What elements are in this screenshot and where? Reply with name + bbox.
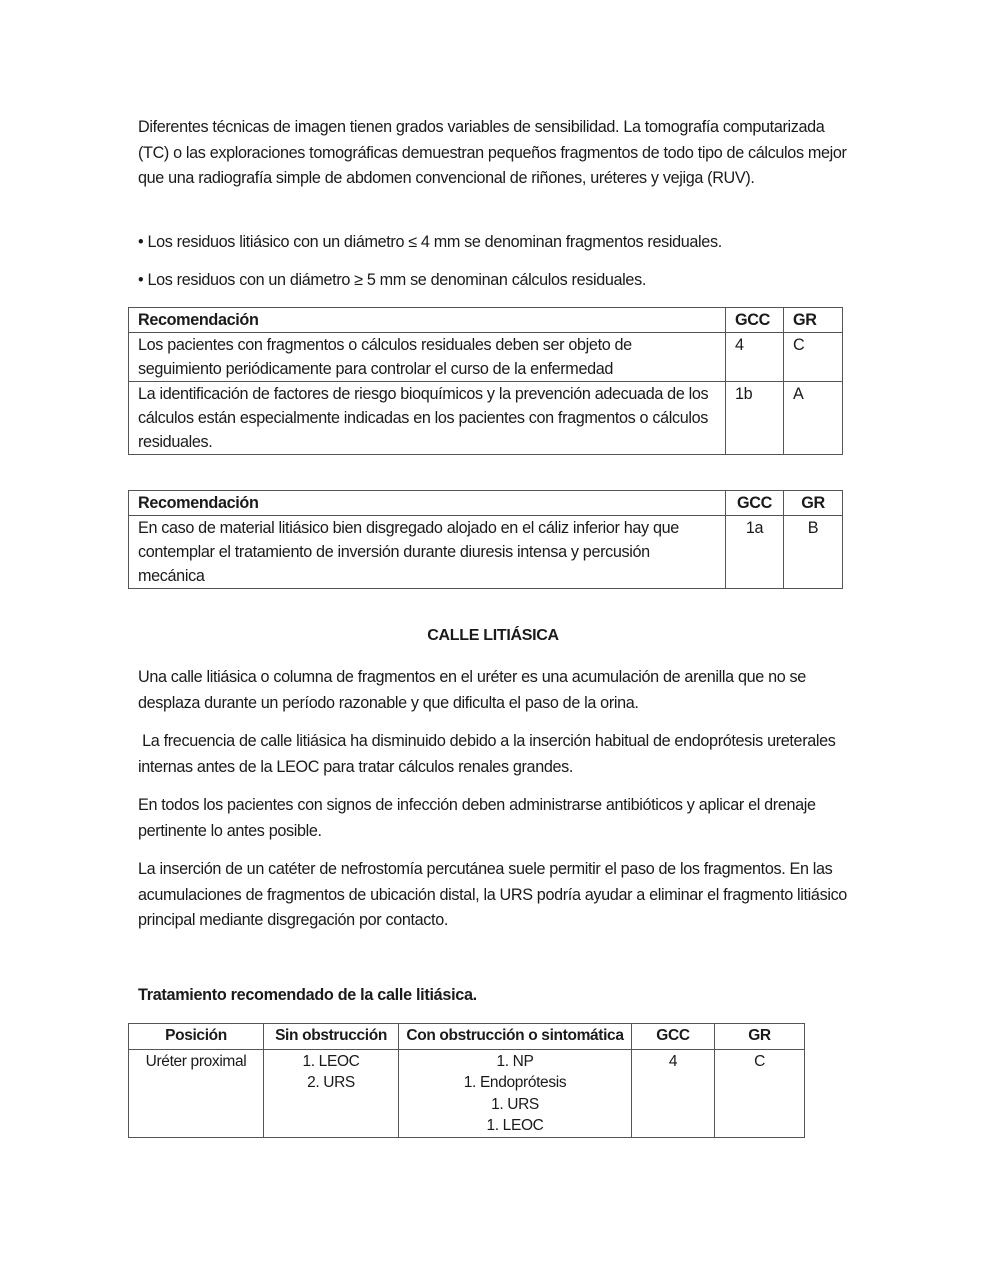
- table-header-row: [129, 491, 843, 516]
- header-sin-obstruccion: Sin obstrucción: [264, 1024, 399, 1050]
- header-gr: GR: [715, 1024, 805, 1050]
- sin-obstruccion-cell: [264, 1049, 399, 1137]
- gcc-value: 1b: [726, 382, 784, 455]
- treatment-option: 1. URS: [491, 1095, 539, 1113]
- recommendation-text: La identificación de factores de riesgo bioquímicos y la prevención adecuada de los cálculos están especialmente indicadas en los pacientes con fragmentos o cálculos residuales.: [129, 382, 726, 455]
- recommendation-table-1: [128, 307, 843, 455]
- header-gcc: GCC: [726, 491, 784, 516]
- gcc-value: 4: [726, 333, 784, 382]
- treatment-option: 1. Endoprótesis: [463, 1074, 567, 1091]
- treatment-option: 1. LEOC: [302, 1052, 360, 1070]
- gr-value: A: [784, 382, 843, 455]
- treatment-option: 1. LEOC: [486, 1117, 544, 1134]
- table-row: [129, 1049, 805, 1137]
- recommendation-text: En caso de material litiásico bien disgregado alojado en el cáliz inferior hay que contemplar el tratamiento de inversión durante diuresis intensa y percusión mecánica: [129, 516, 726, 589]
- gr-value: C: [784, 333, 843, 382]
- section-paragraph: La frecuencia de calle litiásica ha disminuido debido a la inserción habitual de endoprótesis ureterales internas antes de la LEOC para tratar cálculos renales grandes.: [138, 732, 840, 776]
- header-recomendacion: Recomendación: [129, 491, 726, 516]
- header-gcc: GCC: [632, 1024, 715, 1050]
- header-posicion: Posición: [129, 1024, 264, 1050]
- treatment-option: 1. NP: [496, 1052, 534, 1070]
- treatment-table: [128, 1023, 805, 1138]
- header-gr: GR: [784, 491, 843, 516]
- table-row: [129, 333, 843, 382]
- gr-value: B: [784, 516, 843, 589]
- gcc-value: 1a: [726, 516, 784, 589]
- header-recomendacion: Recomendación: [129, 308, 726, 333]
- header-gr: GR: [784, 308, 843, 333]
- table-row: [129, 516, 843, 589]
- table-row: [129, 382, 843, 455]
- section-paragraph: La inserción de un catéter de nefrostomía percutánea suele permitir el paso de los fragmentos. En las acumulaciones de fragmentos de ubicación distal, la URS podría ayudar a eliminar el fragmento litiásico principal mediante disgregación por contacto.: [138, 860, 847, 929]
- section-paragraph: En todos los pacientes con signos de infección deben administrarse antibióticos y aplicar el drenaje pertinente lo antes posible.: [138, 796, 816, 840]
- table-header-row: [129, 308, 843, 333]
- bullet-residual-fragments: • Los residuos litiásico con un diámetro ≤ 4 mm se denominan fragmentos residuales.: [138, 233, 722, 251]
- section-paragraph: Una calle litiásica o columna de fragmentos en el uréter es una acumulación de arenilla que no se desplaza durante un período razonable y que dificulta el paso de la orina.: [138, 668, 806, 712]
- gcc-value: 4: [632, 1049, 715, 1137]
- header-gcc: GCC: [726, 308, 784, 333]
- gr-value: C: [715, 1049, 805, 1137]
- recommendation-table-2: [128, 490, 843, 589]
- table-caption: Tratamiento recomendado de la calle litiásica.: [138, 986, 477, 1004]
- bullet-residual-stones: • Los residuos con un diámetro ≥ 5 mm se denominan cálculos residuales.: [138, 271, 646, 289]
- section-title: CALLE LITIÁSICA: [427, 627, 559, 644]
- con-obstruccion-cell: [399, 1049, 632, 1137]
- intro-paragraph: Diferentes técnicas de imagen tienen grados variables de sensibilidad. La tomografía computarizada (TC) o las exploraciones tomográficas demuestran pequeños fragmentos de todo tipo de cálculos mejor que una radiografía simple de abdomen convencional de riñones, uréteres y vejiga (RUV).: [138, 118, 847, 187]
- recommendation-text: Los pacientes con fragmentos o cálculos residuales deben ser objeto de seguimiento periódicamente para controlar el curso de la enfermedad: [129, 333, 726, 382]
- treatment-option: 2. URS: [307, 1074, 355, 1091]
- position-cell: Uréter proximal: [129, 1049, 264, 1137]
- table-header-row: [129, 1024, 805, 1050]
- header-con-obstruccion: Con obstrucción o sintomática: [399, 1024, 632, 1050]
